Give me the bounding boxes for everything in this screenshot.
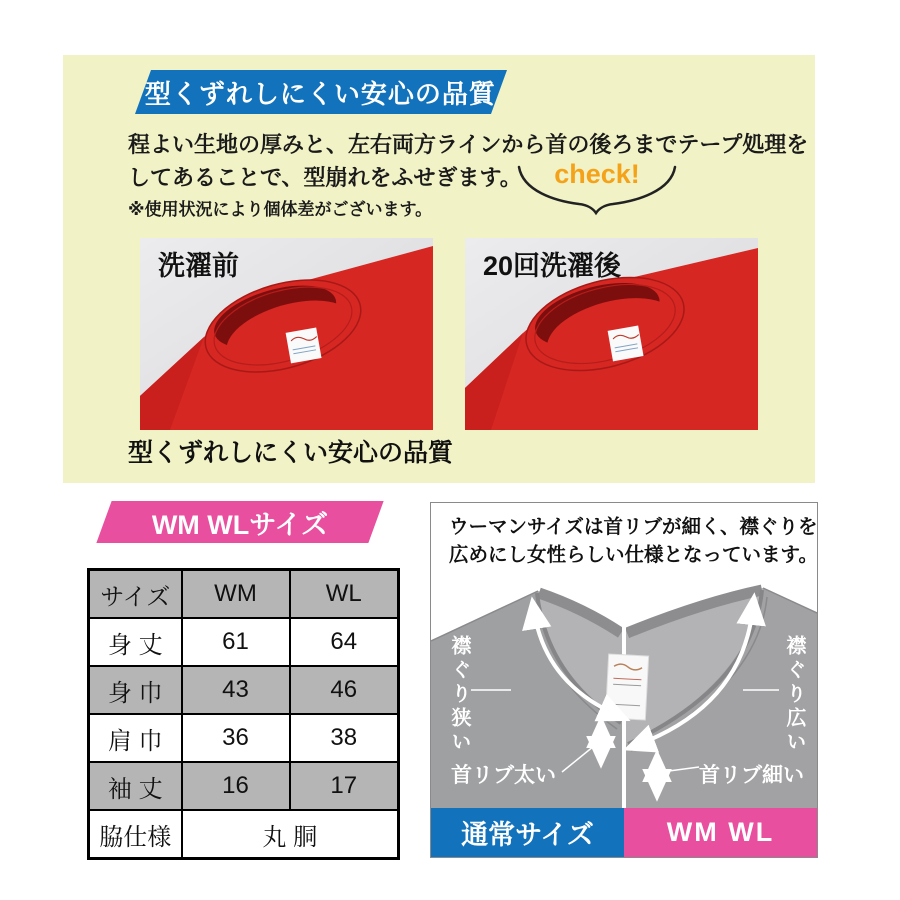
row-wl-value: 38 [290,714,399,762]
quality-description-line1: 程よい生地の厚みと、左右両方ラインから首の後ろまでテープ処理を [128,132,809,157]
brand-tag [605,654,648,720]
check-brace [515,165,679,217]
quality-note: ※使用状況により個体差がございます。 [128,200,433,219]
size-table [87,568,400,860]
photo-before-label: 洗濯前 [158,251,239,281]
row-label: 脇仕様 [89,810,182,859]
table-row [89,666,399,714]
quality-banner-label: 型くずれしにくい安心の品質 [145,78,497,109]
table-row [89,618,399,666]
compare-text-line2: 広めにし女性らしい仕様となっています。 [449,544,818,566]
neckline-narrow-label: 襟ぐり狭い [448,635,470,755]
row-wl-value: 46 [290,666,399,714]
row-wm-value: 16 [182,762,290,810]
wm-wl-banner: WM WL [624,808,817,857]
quality-description-line2: してあることで、型崩れをふせぎます。 [128,165,522,190]
row-label: 身 巾 [89,666,182,714]
quality-caption: 型くずれしにくい安心の品質 [128,439,454,467]
size-table-header-size: サイズ [89,570,182,619]
size-banner [96,501,383,543]
row-wm-value: 43 [182,666,290,714]
compare-text-line1: ウーマンサイズは首リブが細く、襟ぐりを [449,516,818,538]
row-wm-value: 61 [182,618,290,666]
size-table-header-wm: WM [182,570,290,619]
table-row [89,714,399,762]
compare-banner-row [431,808,817,857]
row-wm-value: 36 [182,714,290,762]
photo-after-wash [465,238,758,430]
collar-comparison-image [431,583,817,808]
footer-value: 丸 胴 [182,810,399,859]
row-label: 肩 巾 [89,714,182,762]
size-table-footer-row [89,810,399,859]
check-callout: check! [554,159,640,189]
row-label: 袖 丈 [89,762,182,810]
rib-thick-label: 首リブ太い [451,764,556,787]
care-label-tag [608,325,644,361]
size-table-header-row [89,570,399,619]
quality-description [128,128,808,194]
compare-panel [430,502,818,858]
neckline-wide-label: 襟ぐり広い [783,635,805,755]
photo-before-wash [140,238,433,430]
care-label-tag [286,327,322,363]
rib-thin-label: 首リブ細い [699,764,804,787]
normal-size-banner: 通常サイズ [431,808,624,857]
compare-panel-text [449,513,818,569]
size-table-header-wl: WL [290,570,399,619]
size-banner-label: WM WLサイズ [151,509,329,540]
row-wl-value: 17 [290,762,399,810]
table-row [89,762,399,810]
photo-after-label: 20回洗濯後 [483,251,622,281]
row-label: 身 丈 [89,618,182,666]
quality-banner [135,70,507,114]
row-wl-value: 64 [290,618,399,666]
